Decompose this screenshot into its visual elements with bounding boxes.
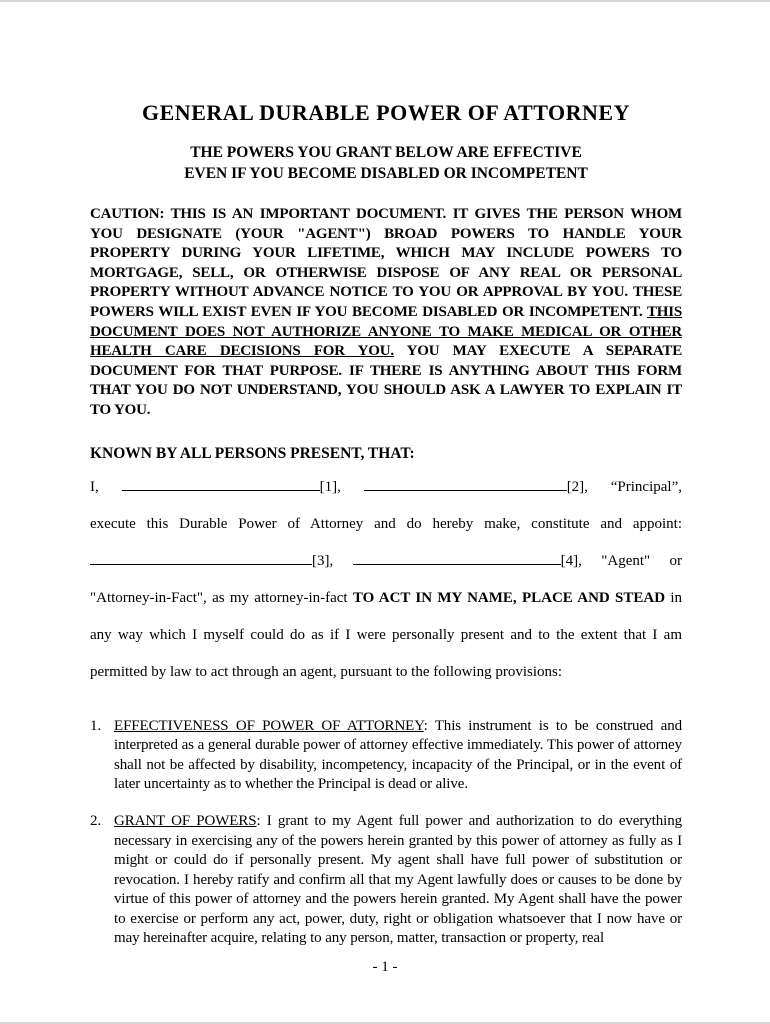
document-content <box>90 100 682 966</box>
provision-item-2 <box>90 812 682 949</box>
page-number: - 1 - <box>372 959 398 975</box>
principal-address-blank-field[interactable] <box>364 478 567 491</box>
agent-address-blank-field[interactable] <box>353 552 561 565</box>
line1-ref1: [1], <box>319 478 341 495</box>
line1-ref2: [2], “Principal”, <box>566 478 682 495</box>
line4-text-after: in <box>670 589 683 606</box>
provision-2-body <box>114 812 682 949</box>
line4-text-before: "Attorney-in-Fact", as my attorney-in-fact <box>90 589 348 606</box>
appointment-section <box>90 469 682 691</box>
provision-2-text: I grant to my Agent full power and authorization to do everything necessary in exercising any of the powers herein granted by this power of attorney as fully as I might or could do if personally present. My agent shall have full power of substitution or revocation. I hereby ratify and confirm all that my Agent lawfully does or causes to be done by virtue of this power of attorney and the powers herein granted. My Agent shall have the power to exercise or perform any act, power, duty, right or obligation whatsoever that I now have or may hereinafter acquire, relating to any person, matter, transaction or property, real <box>114 812 682 947</box>
line3-ref4: [4], "Agent" or <box>560 552 683 569</box>
line3-ref3: [3], <box>312 552 334 569</box>
provision-1-number: 1. <box>90 717 102 734</box>
provision-1-colon: : <box>423 717 428 734</box>
line4-bold-run: TO ACT IN MY NAME, PLACE AND STEAD <box>352 589 666 606</box>
subtitle-line-1: THE POWERS YOU GRANT BELOW ARE EFFECTIVE <box>190 144 582 161</box>
page-top-edge <box>0 0 770 2</box>
subtitle-line-2: EVEN IF YOU BECOME DISABLED OR INCOMPETENT <box>184 165 588 182</box>
known-by-heading: KNOWN BY ALL PERSONS PRESENT, THAT: <box>90 444 415 462</box>
provision-2-colon: : <box>256 812 261 829</box>
provision-1-body <box>114 717 682 795</box>
appointment-line-5: any way which I myself could do as if I were personally present and to the extent that I am <box>90 626 682 643</box>
appointment-line-3 <box>90 543 682 580</box>
line1-prefix: I, <box>90 478 99 495</box>
caution-paragraph <box>90 205 682 421</box>
caution-text-before: CAUTION: THIS IS AN IMPORTANT DOCUMENT. IT GIVES THE PERSON WHOM YOU DESIGNATE (YOUR "AGENT") BROAD POWERS TO HANDLE YOUR PROPERTY DURING YOUR LIFETIME, WHICH MAY INCLUDE POWERS TO MORTGAGE, SELL, OR OTHERWISE DISPOSE OF ANY REAL OR PERSONAL PROPERTY WITHOUT ADVANCE NOTICE TO YOU OR APPROVAL BY YOU. THESE POWERS WILL EXIST EVEN IF YOU BECOME DISABLED OR INCOMPETENT. <box>90 206 682 320</box>
caution-underlined-clause: THIS DOCUMENT DOES NOT AUTHORIZE ANYONE TO MAKE MEDICAL OR OTHER HEALTH CARE DECISIONS FOR YOU. <box>90 303 682 360</box>
provision-2-heading: GRANT OF POWERS <box>114 812 257 829</box>
agent-name-blank-field[interactable] <box>90 552 312 565</box>
provision-item-1 <box>90 717 682 795</box>
provision-2-number: 2. <box>90 812 102 829</box>
appointment-line-2: execute this Durable Power of Attorney and do hereby make, constitute and appoint: <box>90 515 682 532</box>
provisions-list <box>90 717 682 950</box>
provision-1-heading: EFFECTIVENESS OF POWER OF ATTORNEY <box>114 717 424 734</box>
document-title: GENERAL DURABLE POWER OF ATTORNEY <box>142 100 630 125</box>
principal-name-blank-field[interactable] <box>122 478 320 491</box>
appointment-line-4 <box>90 580 682 617</box>
provision-1-text: This instrument is to be construed and interpreted as a general durable power of attorney effective immediately. This power of attorney shall not be affected by disability, incompetency, incapacity of the Principal, or in the event of later uncertainty as to whether the Principal is dead or alive. <box>114 717 682 793</box>
appointment-line-6: permitted by law to act through an agent, pursuant to the following provisions: <box>90 663 562 680</box>
caution-text-after: YOU MAY EXECUTE A SEPARATE DOCUMENT FOR THAT PURPOSE. IF THERE IS ANYTHING ABOUT THIS FORM THAT YOU DO NOT UNDERSTAND, YOU SHOULD ASK A LAWYER TO EXPLAIN IT TO YOU. <box>90 343 682 418</box>
appointment-line-1 <box>90 469 682 506</box>
document-subtitle <box>90 142 682 184</box>
